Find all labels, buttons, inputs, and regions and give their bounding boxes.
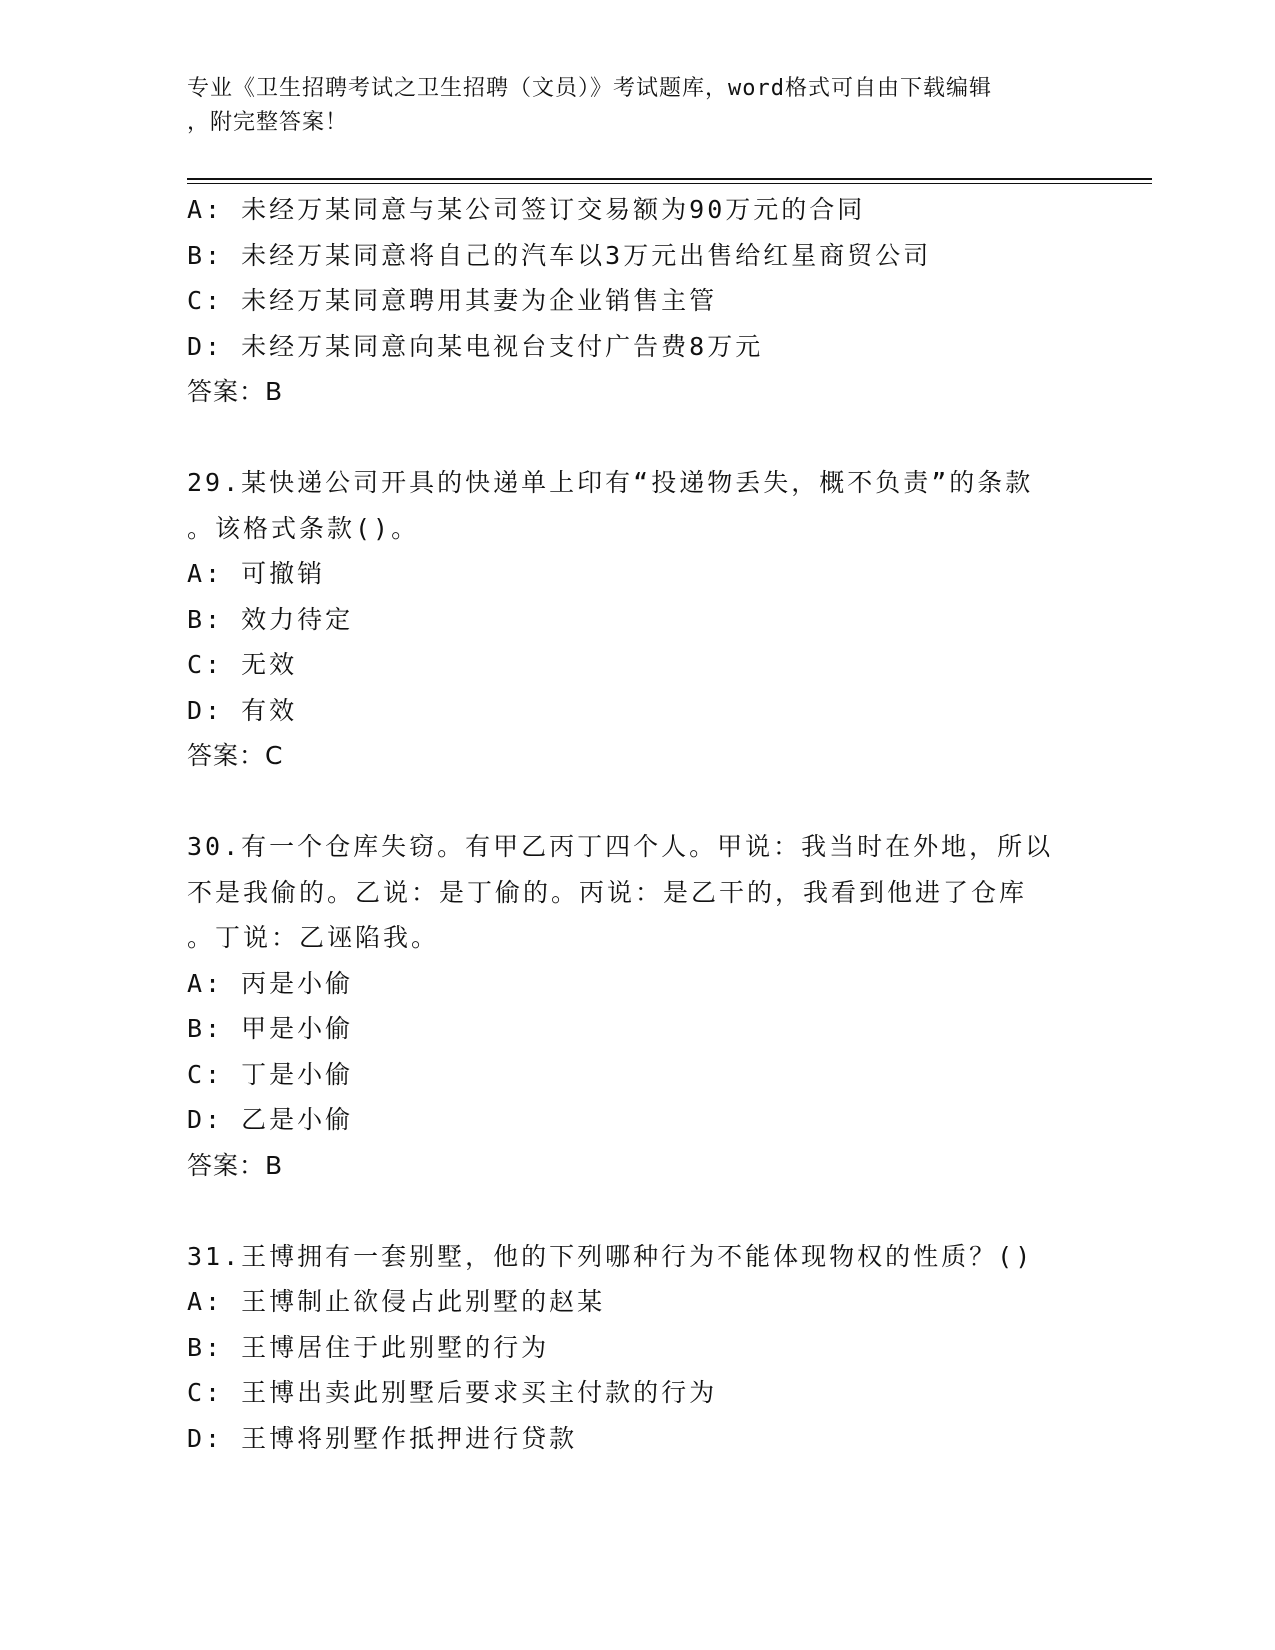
option-b: B: 未经万某同意将自己的汽车以3万元出售给红星商贸公司 — [187, 240, 932, 270]
option-d: D: 未经万某同意向某电视台支付广告费8万元 — [187, 331, 764, 361]
question-30 — [187, 824, 1087, 1188]
option-c: C: 王博出卖此别墅后要求买主付款的行为 — [187, 1378, 718, 1407]
question-28-fragment — [187, 187, 1087, 415]
question-stem: 不是我偷的。乙说：是丁偷的。丙说：是乙干的，我看到他进了仓库 — [187, 877, 1028, 907]
question-stem: 29.某快递公司开具的快递单上印有“投递物丢失，概不负责”的条款 — [187, 468, 1034, 497]
option-a: A: 丙是小偷 — [187, 968, 354, 998]
header-line-2: ，附完整答案！ — [187, 110, 349, 135]
answer-label: 答案：B — [187, 1150, 284, 1180]
header-divider-thin — [187, 183, 1152, 184]
option-c: C: 无效 — [187, 650, 298, 679]
header-line-1: 专业《卫生招聘考试之卫生招聘（文员）》考试题库，word格式可自由下载编辑 — [187, 76, 992, 101]
option-d: D: 有效 — [187, 695, 298, 725]
question-list — [187, 187, 1087, 1461]
option-c: C: 未经万某同意聘用其妻为企业销售主管 — [187, 286, 718, 315]
header-divider-thick — [187, 178, 1152, 180]
document-header — [187, 72, 1087, 140]
question-stem: 30.有一个仓库失窃。有甲乙丙丁四个人。甲说：我当时在外地，所以 — [187, 832, 1054, 861]
option-a: A: 王博制止欲侵占此别墅的赵某 — [187, 1287, 606, 1316]
spacer — [187, 1188, 1087, 1234]
question-stem: 。丁说：乙诬陷我。 — [187, 923, 440, 952]
option-b: B: 效力待定 — [187, 604, 354, 634]
option-d: D: 乙是小偷 — [187, 1105, 354, 1134]
question-stem: 。该格式条款()。 — [187, 513, 420, 543]
answer-label: 答案：B — [187, 377, 284, 406]
option-c: C: 丁是小偷 — [187, 1059, 354, 1089]
option-a: A: 未经万某同意与某公司签订交易额为90万元的合同 — [187, 195, 866, 224]
option-b: B: 甲是小偷 — [187, 1014, 354, 1043]
spacer — [187, 415, 1087, 461]
spacer — [187, 779, 1087, 825]
option-d: D: 王博将别墅作抵押进行贷款 — [187, 1423, 578, 1453]
question-29 — [187, 460, 1087, 779]
option-b: B: 王博居住于此别墅的行为 — [187, 1332, 550, 1362]
question-stem: 31.王博拥有一套别墅，他的下列哪种行为不能体现物权的性质？() — [187, 1241, 1034, 1271]
question-31 — [187, 1234, 1087, 1462]
answer-label: 答案：C — [187, 741, 284, 770]
option-a: A: 可撤销 — [187, 559, 326, 588]
